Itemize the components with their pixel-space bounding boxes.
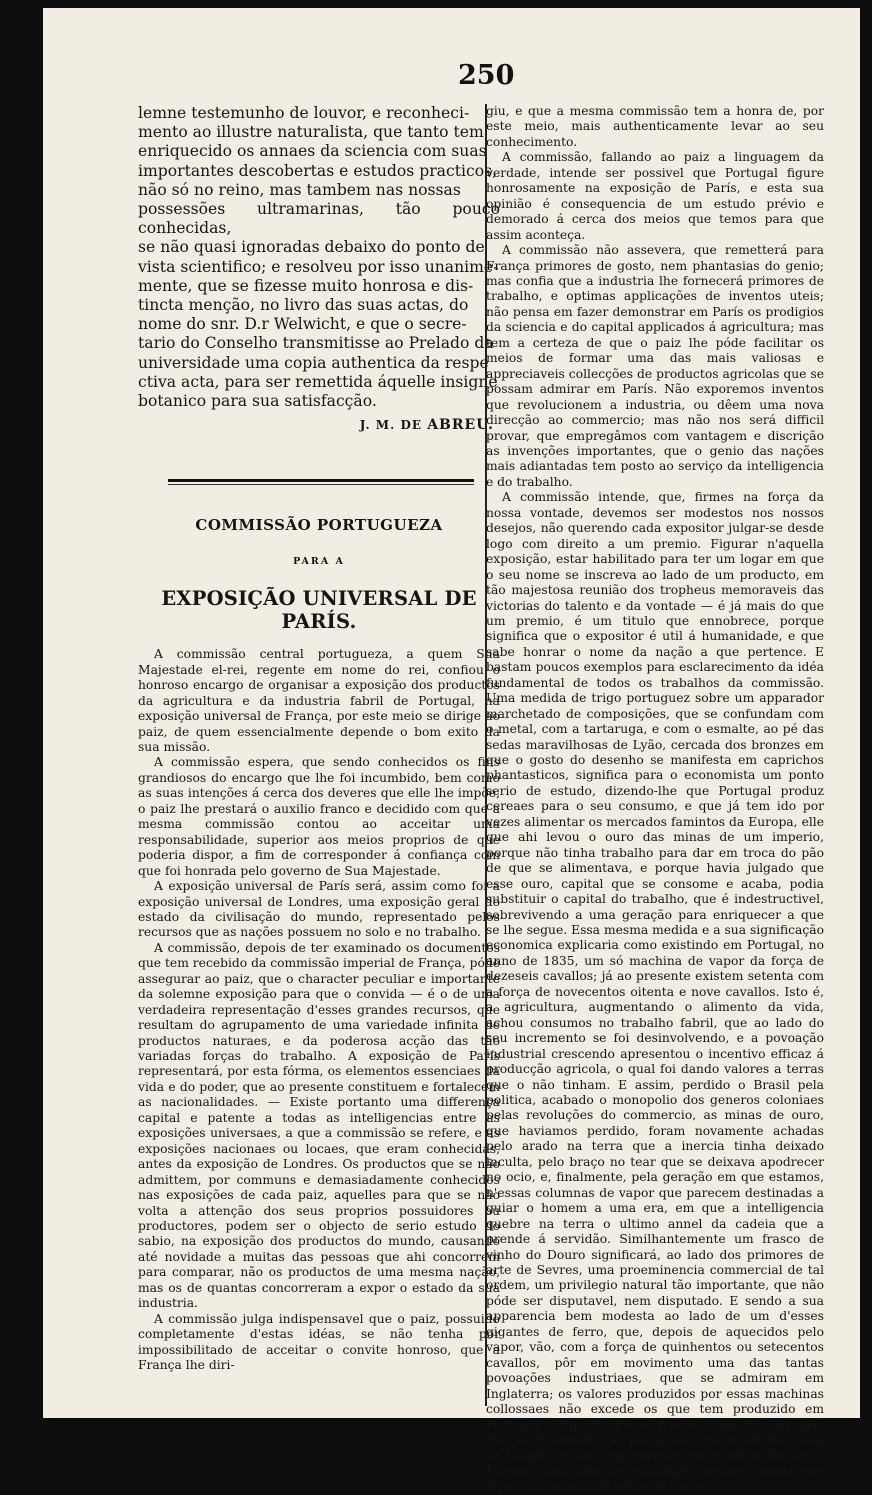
intro-line: possessões ultramarinas, tão pouco conhecidas,	[138, 200, 500, 238]
heading-commission: COMMISSÃO PORTUGUEZA	[195, 516, 443, 535]
signature-name: ABREU.	[427, 417, 494, 434]
paragraph: A exposição universal de París será, assim como foi a exposição universal de Londres, uma exposição geral do estado da civilisação do mundo, representado pelos recursos que as nações possuem no solo e no trabalho.	[138, 879, 500, 940]
heading-exposicao: EXPOSIÇÃO UNIVERSAL DE PARÍS.	[161, 587, 477, 634]
intro-line: se não quasi ignoradas debaixo do ponto de	[138, 238, 485, 257]
intro-line: não só no reino, mas tambem nas nossas	[138, 180, 461, 199]
intro-line: importantes descobertas e estudos practicos,	[138, 161, 498, 180]
intro-line: enriquecido os annaes da sciencia com suas	[138, 142, 487, 161]
intro-line: vista scientifico; e resolveu por isso unanime-	[138, 257, 499, 276]
paragraph: giu, e que a mesma commissão tem a honra de, por este meio, mais authenticamente levar ao seu conhecimento.	[486, 104, 824, 149]
right-column	[486, 104, 824, 1495]
page-number: 250	[458, 60, 515, 91]
intro-line: universidade uma copia authentica da respe	[138, 353, 489, 372]
paragraph: A commissão não assevera, que remetterá para França primores de gosto, nem phantasias do genio; mas confia que a industria lhe fornecerá primores de trabalho, e optimas applicações de inventos uteis; não pensa em fazer demonstrar em París os prodigios da sciencia e do capital applicados á agricultura; mas tem a certeza de que o paiz lhe póde facilitar os meios de formar uma das mais valiosas e appreciaveis collecções de productos agricolas que se possam admirar em París. Não exporemos inventos que revolucionem a industria, ou dêem uma nova direcção ao commercio; mas não nos será difficil provar, que empregâmos com vantagem e discrição as invenções importantes, que o genio das nações mais adiantadas tem posto ao serviço da intelligencia e do trabalho.	[486, 243, 824, 489]
intro-line: tario do Conselho transmitisse ao Prelado da	[138, 334, 494, 353]
intro-line: mento ao illustre naturalista, que tanto tem	[138, 123, 484, 142]
intro-line: botanico para sua satisfacção.	[138, 392, 377, 411]
intro-line: lemne testemunho de louvor, e reconheci-	[138, 104, 470, 122]
intro-line: tincta menção, no livro das suas actas, do	[138, 296, 469, 315]
paragraph: A commissão intende, que, firmes na força da nossa vontade, devemos ser modestos nos nossos desejos, não querendo cada expositor julgar-se desde logo com direito a um premio. Figurar n'aquella exposição, estar habilitado para ter um logar em que o seu nome se inscreva ao lado de um producto, em tão majestosa reunião dos tropheus memoraveis das victorias do talento e da vontade — é já mais do que um premio, é um titulo que ennobrece, porque significa que o expositor é util á humanidade, e que sabe honrar o nome da nação a que pertence. E bastam poucos exemplos para esclarecimento da idéa fundamental de todos os trabalhos da commissão. Uma medida de trigo portuguez sobre um apparador marchetado de composições, que se confundam com o metal, com a tartaruga, e com o esmalte, ao pé das sedas maravilhosas de Lyão, cercada dos bronzes em que o gosto do desenho se manifesta em caprichos phantasticos, significa para o economista um ponto serio de estudo, dizendo-lhe que Portugal produz cereaes para o seu consumo, e que já tem ido por vezes alimentar os mercados famintos da Europa, elle que ahi levou o ouro das minas de um imperio, porque não tinha trabalho para dar em troca do pão de que se alimentava, e porque havia julgado que esse ouro, capital que se consome e acaba, podia substituir o capital do trabalho, que é indestructivel, sobrevivendo a uma geração para enriquecer a que se lhe segue. Essa mesma medida e a sua significação economica explicaria como existindo em Portugal, no anno de 1835, um só machina de vapor da força de dezeseis cavallos; já ao presente existem setenta com a força de novecentos oitenta e nove cavallos. Isto é, a agricultura, augmentando o alimento da vida, achou consumos no trabalho fabril, que ao lado do seu incremento se foi desinvolvendo, e a povoação industrial crescendo apresentou o incentivo efficaz á producção agricola, o qual foi dando valores a terras que o não tinham. E assim, perdido o Brasil pela politica, acabado o monopolio dos generos coloniaes pelas revoluções do commercio, as minas de ouro, que haviamos perdido, foram novamente achadas pelo arado na terra que a inercia tinha deixado inculta, pelo braço no tear que se deixava apodrecer no ocio, e, finalmente, pela geração em que estamos, n'essas columnas de vapor que parecem destinadas a guiar o homem a uma era, em que a intelligencia quebre na terra o ultimo annel da cadeia que a prende á servidão. Similhantemente um frasco de vinho do Douro significará, ao lado dos primores de arte de Sevres, uma proeminencia commercial de tal ordem, um privilegio natural tão importante, que não póde ser disputavel, nem disputado. E sendo a sua apparencia bem modesta ao lado de um d'esses gigantes de ferro, que, depois de aquecidos pelo vapor, vão, com a força de quinhentos ou setecentos cavallos, pôr em movimento uma das tantas povoações industriaes, que se admiram em Inglaterra; os valores produzidos por essas machinas collossaes não excede os que tem produzido em Portugal o liquido d'esse frasco. Uma das laranjas que se produzem nas povoações que ficam nas abas de Lisboa, ou das que enriquecem a nossa ilha de S. Miguel, dará idéa de avultados capitaes, ainda que fique mal escondida entre os varia-	[486, 490, 824, 1494]
right-article-body	[486, 104, 824, 1495]
newspaper-page	[43, 8, 860, 1494]
intro-text	[138, 104, 500, 411]
intro-line: ctiva acta, para ser remettida áquelle insigne	[138, 372, 498, 391]
heading-para: PARA A	[293, 556, 345, 568]
paragraph: A commissão central portugueza, a quem Sua Majestade el-rei, regente em nome do rei, confiou o honroso encargo de organisar a exposição dos productos da agricultura e da industria fabril de Portugal, na exposição universal de França, por este meio se dirige ao paiz, de quem essencialmente depende o bom exito da sua missão.	[138, 647, 500, 754]
section-divider	[168, 479, 474, 482]
paragraph: A commissão, fallando ao paiz a linguagem da verdade, intende ser possivel que Portugal figure honrosamente na exposição de París, e esta sua opinião é consequencia de um estudo prévio e demorado á cerca dos meios que temos para que assim aconteça.	[486, 150, 824, 242]
paragraph: A commissão espera, que sendo conhecidos os fins grandiosos do encargo que lhe foi incumbido, bem como as suas intenções á cerca dos deveres que elle lhe impõe, o paiz lhe prestará o auxilio franco e decidido com que a mesma commissão contou ao acceitar uma responsabilidade, superior aos meios proprios de que poderia dispor, a fim de corresponder á confiança com que foi honrada pelo governo de Sua Majestade.	[138, 755, 500, 878]
intro-line: mente, que se fizesse muito honrosa e dis-	[138, 276, 474, 295]
signature	[138, 417, 494, 433]
paragraph: A commissão julga indispensavel que o paiz, possuido completamente d'estas idéas, se não tenha por impossibilitado de acceitar o convite honroso, que a França lhe diri-	[138, 1311, 500, 1373]
left-article-body	[138, 647, 500, 1373]
left-column	[138, 104, 500, 1374]
intro-line: nome do snr. D.r Welwicht, e que o secre-	[138, 315, 467, 334]
signature-initials: J. M. DE	[359, 418, 422, 433]
paragraph: A commissão, depois de ter examinado os documentos que tem recebido da commissão imperial de França, póde assegurar ao paiz, que o character peculiar e importante da solemne exposição para que o convida — é o de uma verdadeira representação d'esses grandes recursos, que resultam do agrupamento de uma variedade infinita de productos naturaes, e da poderosa acção das tão variadas forças do trabalho. A exposição de París representará, por esta fórma, os elementos essenciaes da vida e do poder, que ao presente constituem e fortalecem as nacionalidades. — Existe portanto uma differença capital e patente a todas as intelligencias entre as exposições universaes, a que a commissão se refere, e as exposições nacionaes ou locaes, que eram conhecidas, antes da exposição de Londres. Os productos que se não admittem, por communs e demasiadamente conhecidos nas exposições de cada paiz, aquelles para que se não volta a attenção dos seus proprios possuidores ou productores, podem ser o objecto de serio estudo do sabio, na exposição dos productos do mundo, causando até novidade a muitas das pessoas que ahi concorrem para comparar, não os productos de uma mesma nação, mas os de quantas concorreram a expor o estado da sua industria.	[138, 940, 500, 1311]
